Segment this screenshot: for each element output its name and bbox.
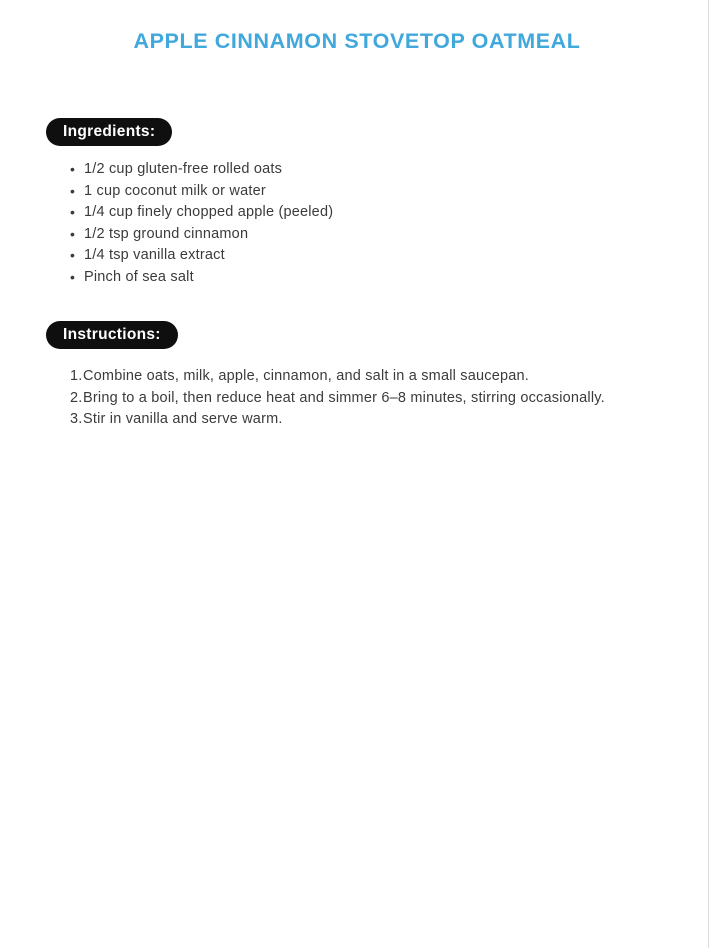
ingredient-item: • Pinch of sea salt: [70, 267, 333, 289]
ingredient-item: • 1/2 cup gluten-free rolled oats: [70, 159, 333, 181]
instructions-list: [70, 366, 610, 431]
ingredients-heading-label: Ingredients:: [63, 123, 156, 140]
instructions-heading-label: Instructions:: [63, 326, 161, 343]
instruction-step: Stir in vanilla and serve warm.: [83, 411, 283, 427]
instructions-heading-badge: [46, 321, 178, 349]
instruction-step: Combine oats, milk, apple, cinnamon, and salt in a small saucepan.: [83, 368, 530, 384]
ingredient-item: • 1/2 tsp ground cinnamon: [70, 224, 333, 246]
ingredient-item: • 1/4 cup finely chopped apple (peeled): [70, 202, 333, 224]
ingredients-heading-badge: [46, 118, 172, 146]
page-title: APPLE CINNAMON STOVETOP OATMEAL: [133, 29, 581, 53]
page-edge-divider: [708, 0, 709, 948]
instruction-step: Bring to a boil, then reduce heat and simmer 6–8 minutes, stirring occasionally.: [83, 389, 605, 406]
ingredient-item: • 1/4 tsp vanilla extract: [70, 245, 333, 267]
ingredients-list: [70, 159, 333, 289]
ingredient-item: • 1 cup coconut milk or water: [70, 181, 333, 203]
